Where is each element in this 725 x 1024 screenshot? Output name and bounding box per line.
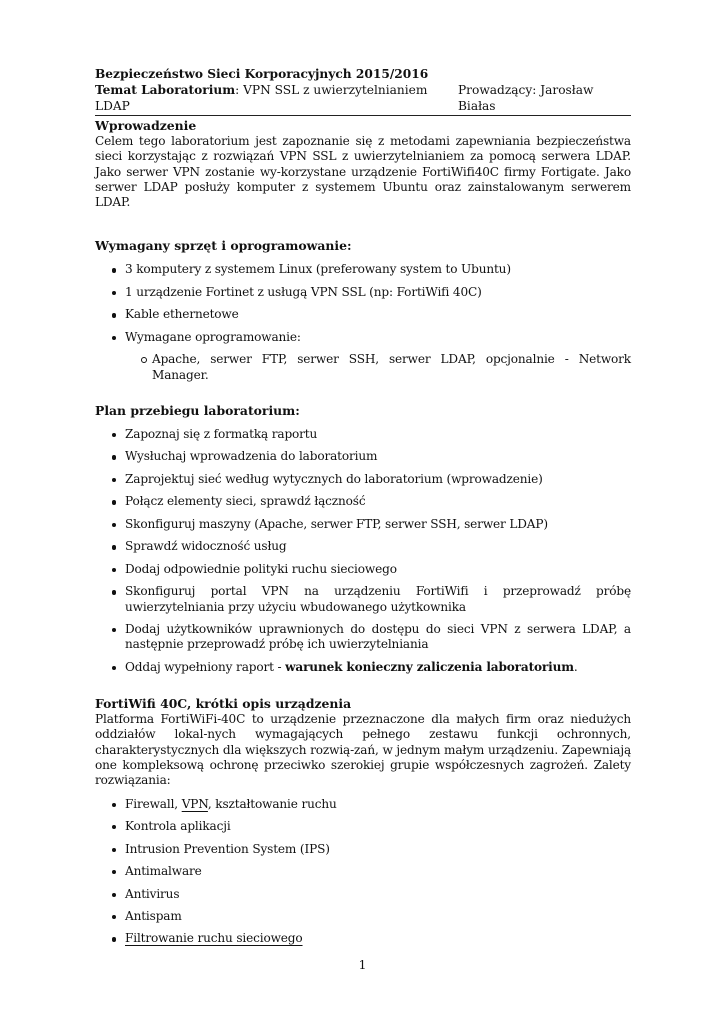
list-item: Antimalware <box>95 864 631 879</box>
topic-value: : VPN SSL z uwierzytelnianiem LDAP <box>95 83 428 113</box>
bullet-icon <box>112 568 116 572</box>
list-item: Dodaj użytkowników uprawnionych do dostępu do sieci VPN z serwera LDAP, a następnie przeprowadź próbę ich uwierzytelniania <box>95 622 631 653</box>
list-item: Oddaj wypełniony raport - warunek konieczny zaliczenia laboratorium. <box>95 660 631 675</box>
topic-label: Temat Laboratorium <box>95 83 236 97</box>
list-item: Skonfiguruj maszyny (Apache, serwer FTP, serwer SSH, serwer LDAP) <box>95 517 631 532</box>
list-item: 3 komputery z systemem Linux (preferowany system to Ubuntu) <box>95 262 631 277</box>
instructor: Prowadzący: Jarosław Białas <box>457 83 594 113</box>
list-item: Połącz elementy sieci, sprawdź łączność <box>95 494 631 509</box>
traffic-filtering-link[interactable]: Filtrowanie ruchu sieciowego <box>125 931 303 946</box>
sublist-item: Apache, serwer FTP, serwer SSH, serwer LDAP, opcjonalnie - Network Manager. <box>125 352 631 383</box>
bullet-icon <box>112 915 116 919</box>
bullet-icon <box>112 848 116 852</box>
list-item: Skonfiguruj portal VPN na urządzeniu FortiWifi i przeprowadź próbę uwierzytelniania przy użyciu wbudowanego użytkownika <box>95 584 631 615</box>
list-item <box>95 931 631 946</box>
header-divider <box>95 115 631 116</box>
lab-topic <box>95 82 458 114</box>
bullet-icon <box>112 313 116 317</box>
section-title-intro: Wprowadzenie <box>95 118 197 133</box>
software-sublist <box>125 352 631 383</box>
list-item: Firewall, VPN, kształtowanie ruchu <box>95 797 631 812</box>
bullet-icon <box>112 893 116 897</box>
list-item: Wymagane oprogramowanie: Apache, serwer FTP, serwer SSH, serwer LDAP, opcjonalnie - Network Manager. <box>95 330 631 383</box>
section-title-requirements: Wymagany sprzęt i oprogramowanie: <box>95 238 352 254</box>
bullet-icon <box>112 590 116 594</box>
course-title: Bezpieczeństwo Sieci Korporacyjnych 2015/2016 <box>95 67 429 81</box>
list-item: Wysłuchaj wprowadzenia do laboratorium <box>95 449 631 464</box>
bullet-icon <box>112 825 116 829</box>
list-item: Zapoznaj się z formatką raportu <box>95 427 631 442</box>
section-title-fortiwifi: FortiWifi 40C, krótki opis urządzenia <box>95 696 352 712</box>
intro-paragraph: Celem tego laboratorium jest zapoznanie się z metodami zapewniania bezpieczeństwa sieci korzystając z rozwiązań VPN SSL z uwierzytelnianiem za pomocą serwera LDAP. Jako serwer VPN zostanie wy-korzystane urządzenie FortiWifi40C firmy Fortigate. Jako serwer LDAP posłuży komputer z systemem Ubuntu oraz zainstalowanym serwerem LDAP. <box>95 134 631 210</box>
bullet-icon <box>112 937 116 941</box>
list-item: Intrusion Prevention System (IPS) <box>95 842 631 857</box>
bullet-icon <box>112 433 116 437</box>
list-item: Dodaj odpowiednie polityki ruchu sieciowego <box>95 562 631 577</box>
list-item: Sprawdź widoczność usług <box>95 539 631 554</box>
bullet-icon <box>112 336 116 340</box>
bullet-icon <box>112 803 116 807</box>
bullet-icon <box>112 545 116 549</box>
list-item: Kable ethernetowe <box>95 307 631 322</box>
emphasis-text: warunek konieczny zaliczenia laboratorium <box>285 659 574 674</box>
bullet-icon <box>112 455 116 459</box>
list-item: 1 urządzenie Fortinet z usługą VPN SSL (np: FortiWifi 40C) <box>95 285 631 300</box>
bullet-icon <box>112 268 116 272</box>
list-item: Kontrola aplikacji <box>95 819 631 834</box>
features-list <box>95 797 631 947</box>
bullet-icon <box>112 478 116 482</box>
bullet-icon <box>112 870 116 874</box>
bullet-icon <box>112 523 116 527</box>
section-title-plan: Plan przebiegu laboratorium: <box>95 402 300 418</box>
fortiwifi-paragraph: Platforma FortiWiFi-40C to urządzenie przeznaczone dla małych firm oraz niedużych oddziałów lokal-nych wymagających pełnego zestawu funkcji ochronnych, charakterystycznych dla większych rozwią-zań, w jednym małym urządzeniu. Zapewniają one kompleksową ochronę przeciwko szerokiej grupie współczesnych zagrożeń. Zalety rozwiązania: <box>95 712 632 788</box>
requirements-list <box>95 262 631 382</box>
bullet-icon <box>112 291 116 295</box>
list-item: Antivirus <box>95 887 631 902</box>
bullet-icon <box>112 628 116 632</box>
vpn-link[interactable]: VPN <box>181 796 208 811</box>
bullet-icon <box>112 500 116 504</box>
page-number: 1 <box>358 958 367 972</box>
list-item: Zaprojektuj sieć według wytycznych do laboratorium (wprowadzenie) <box>95 472 631 487</box>
plan-list <box>95 427 631 675</box>
circle-bullet-icon <box>141 357 147 363</box>
bullet-icon <box>112 666 116 670</box>
list-item: Antispam <box>95 909 631 924</box>
document-page <box>95 66 631 954</box>
document-header <box>95 66 631 114</box>
